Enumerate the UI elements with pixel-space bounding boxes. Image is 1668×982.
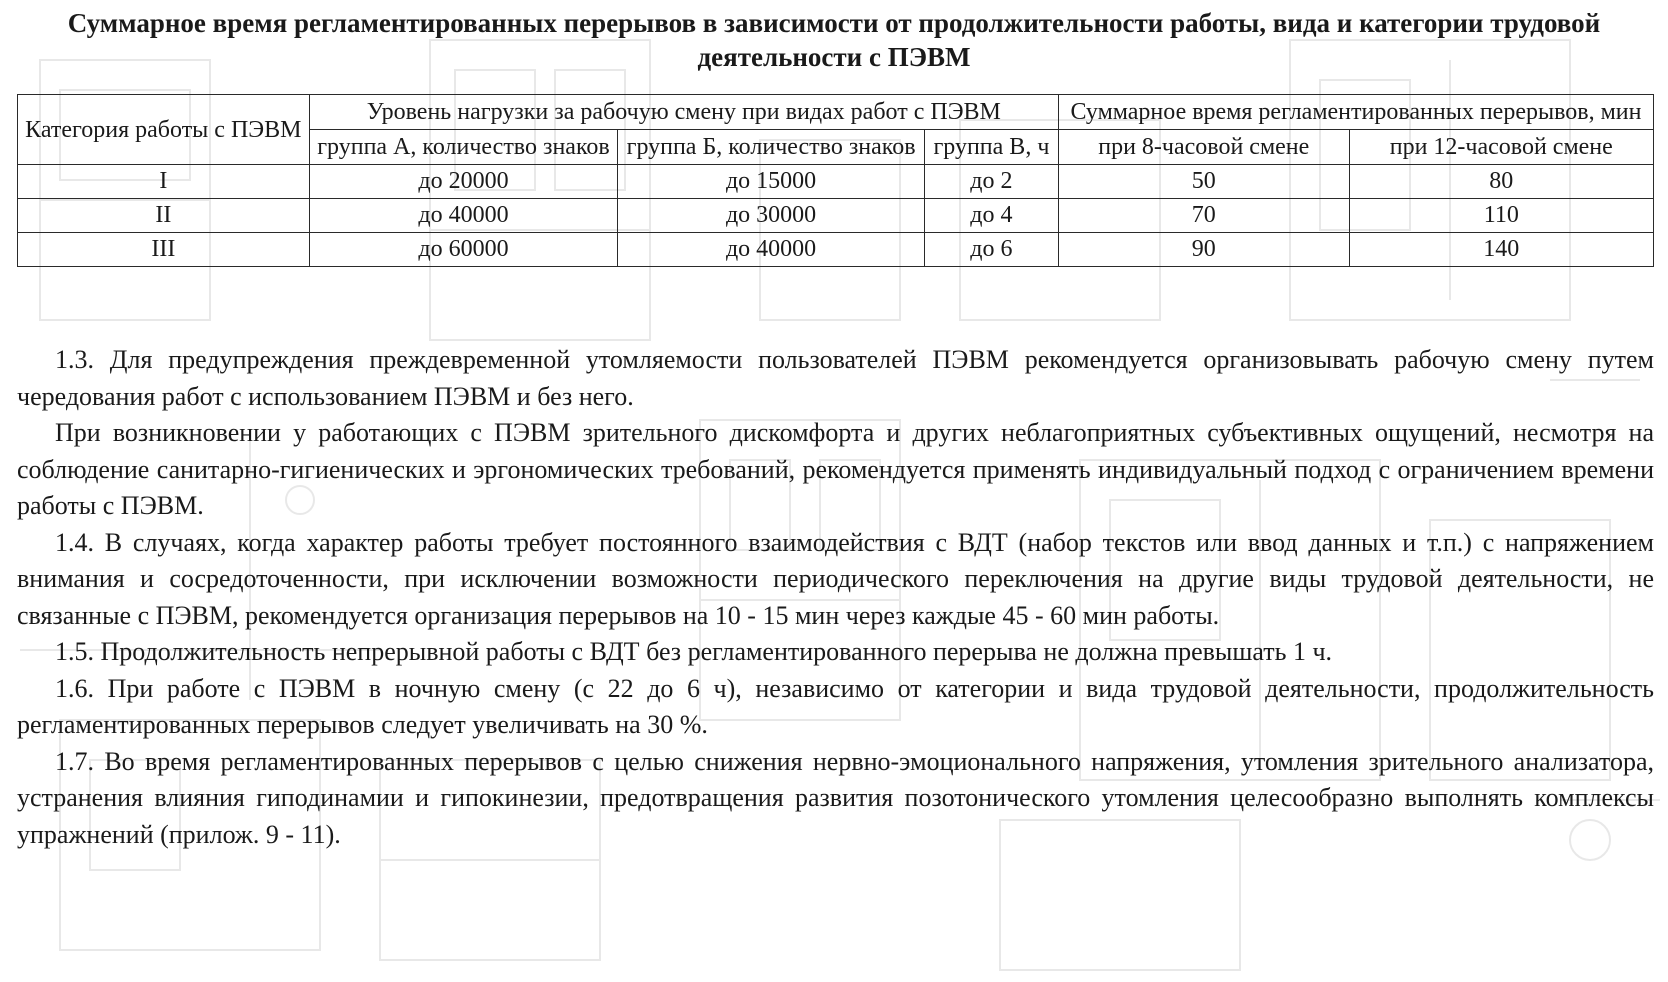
body-text bbox=[17, 342, 1654, 853]
cell-category: III bbox=[18, 233, 310, 267]
paragraph-discomfort: При возникновении у работающих с ПЭВМ зрительного дискомфорта и других неблагоприятных субъективных ощущений, несмотря на соблюдение санитарно-гигиенических и эргономических требований, рекомендуется применять индивидуальный подход с ограничением времени работы с ПЭВМ. bbox=[17, 418, 1654, 520]
header-category: Категория работы с ПЭВМ bbox=[18, 95, 310, 165]
cell-group-v: до 6 bbox=[924, 233, 1058, 267]
paragraph-1-3: 1.3. Для предупреждения преждевременной утомляемости пользователей ПЭВМ рекомендуется организовывать рабочую смену путем чередования работ с использованием ПЭВМ и без него. bbox=[17, 345, 1654, 411]
header-group-v: группа В, ч bbox=[924, 130, 1058, 165]
table-row bbox=[18, 233, 1654, 267]
cell-group-v: до 4 bbox=[924, 199, 1058, 233]
cell-group-v: до 2 bbox=[924, 165, 1058, 199]
paragraph-1-6: 1.6. При работе с ПЭВМ в ночную смену (с 22 до 6 ч), независимо от категории и вида трудовой деятельности, продолжительность регламентированных перерывов следует увеличивать на 30 %. bbox=[17, 673, 1654, 739]
header-shift-8: при 8-часовой смене bbox=[1058, 130, 1349, 165]
cell-group-a: до 60000 bbox=[309, 233, 618, 267]
table-row bbox=[18, 199, 1654, 233]
page-title: Суммарное время регламентированных перерывов в зависимости от продолжительности работы, вида и категории трудовой деятельности с ПЭВМ bbox=[67, 8, 1601, 72]
header-group-a: группа А, количество знаков bbox=[309, 130, 618, 165]
header-load-level: Уровень нагрузки за рабочую смену при видах работ с ПЭВМ bbox=[309, 95, 1058, 130]
paragraph-1-5: 1.5. Продолжительность непрерывной работы с ВДТ без регламентированного перерыва не должна превышать 1 ч. bbox=[55, 637, 1333, 666]
cell-group-a: до 40000 bbox=[309, 199, 618, 233]
table-row bbox=[18, 165, 1654, 199]
paragraph-1-4: 1.4. В случаях, когда характер работы требует постоянного взаимодействия с ВДТ (набор текстов или ввод данных и т.п.) с напряжением внимания и сосредоточенности, при исключении возможности периодического переключения на другие виды трудовой деятельности, не связанные с ПЭВМ, рекомендуется организация перерывов на 10 - 15 мин через каждые 45 - 60 мин работы. bbox=[17, 527, 1654, 630]
breaks-table bbox=[17, 94, 1654, 267]
cell-shift-8: 50 bbox=[1058, 165, 1349, 199]
table-header-row bbox=[18, 95, 1654, 130]
header-shift-12: при 12-часовой смене bbox=[1349, 130, 1653, 165]
cell-group-b: до 30000 bbox=[618, 199, 925, 233]
cell-category: I bbox=[18, 165, 310, 199]
cell-shift-12: 80 bbox=[1349, 165, 1653, 199]
paragraph-1-7: 1.7. Во время регламентированных перерывов с целью снижения нервно-эмоционального напряжения, утомления зрительного анализатора, устранения влияния гиподинамии и гипокинезии, предотвращения развития позотонического утомления целесообразно выполнять комплексы упражнений (прилож. 9 - 11). bbox=[17, 746, 1654, 849]
cell-shift-8: 70 bbox=[1058, 199, 1349, 233]
cell-shift-8: 90 bbox=[1058, 233, 1349, 267]
cell-group-b: до 40000 bbox=[618, 233, 925, 267]
header-group-b: группа Б, количество знаков bbox=[618, 130, 925, 165]
cell-group-a: до 20000 bbox=[309, 165, 618, 199]
header-total-breaks: Суммарное время регламентированных перерывов, мин bbox=[1058, 95, 1653, 130]
cell-shift-12: 110 bbox=[1349, 199, 1653, 233]
cell-shift-12: 140 bbox=[1349, 233, 1653, 267]
cell-category: II bbox=[18, 199, 310, 233]
cell-group-b: до 15000 bbox=[618, 165, 925, 199]
